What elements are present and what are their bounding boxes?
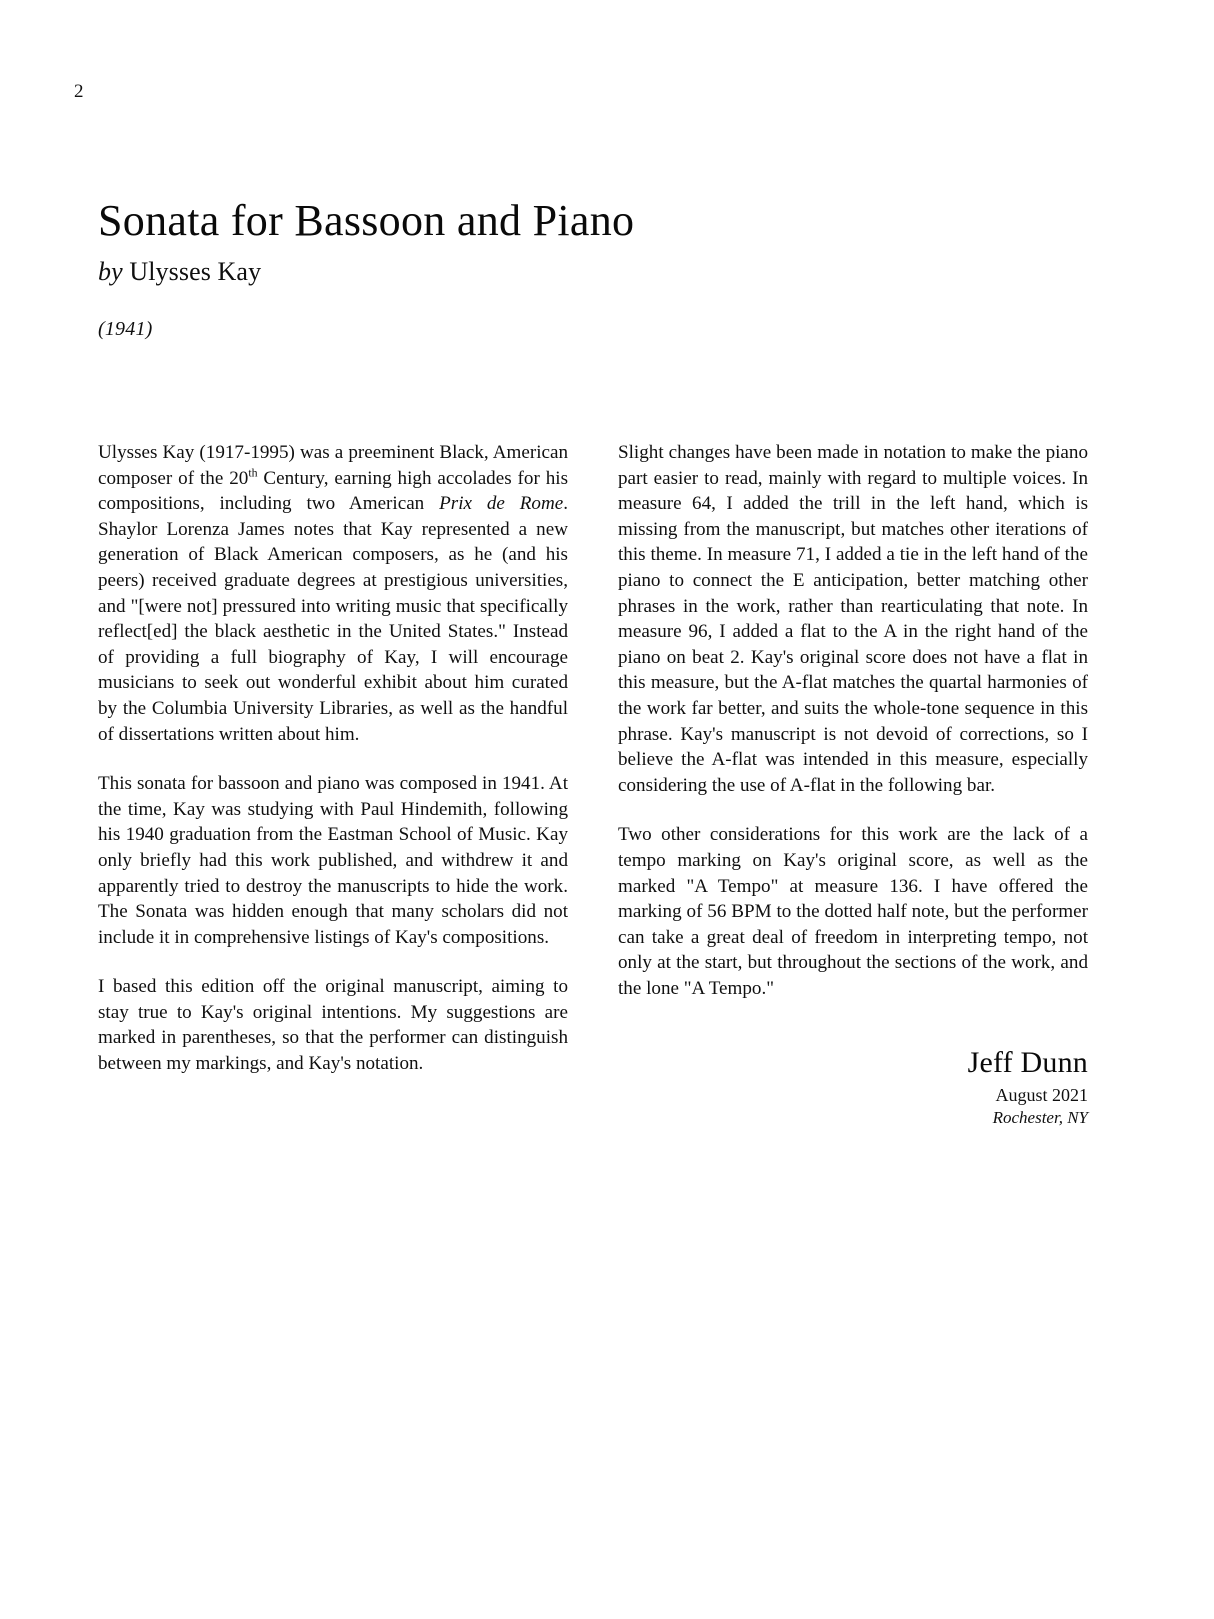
left-paragraph-1 — [98, 440, 568, 747]
signature-name: Jeff Dunn — [967, 1046, 1088, 1079]
right-paragraph-1: Slight changes have been made in notation to make the piano part easier to read, mainly with regard to multiple voices. In measure 64, I added the trill in the left hand, which is missing from the manuscript, but matches other iterations of this theme. In measure 71, I added a tie in the left hand of the piano to connect the E anticipation, better matching other phrases in the work, rather than rearticulating that note. In measure 96, I added a flat to the A in the right hand of the piano on beat 2. Kay's original score does not have a flat in this measure, but the A-flat matches the quartal harmonies of the work far better, and suits the whole-tone sequence in this phrase. Kay's manuscript is not devoid of corrections, so I believe the A-flat was intended in this measure, especially considering the use of A-flat in the following bar. — [618, 442, 1088, 796]
composer-name: Ulysses Kay — [129, 257, 262, 287]
signature-date: August 2021 — [995, 1084, 1088, 1105]
signature-block — [618, 1046, 1088, 1128]
left-p1-part-1: Ulysses Kay (1917-1995) was a preeminent Black, American composer of the 20 — [98, 442, 568, 489]
left-column — [98, 440, 568, 1077]
body-columns — [98, 440, 1088, 1077]
work-title-prix-de-rome: Prix de Rome — [439, 493, 564, 515]
left-paragraph-2: This sonata for bassoon and piano was composed in 1941. At the time, Kay was studying with Paul Hindemith, following his 1940 graduation from the Eastman School of Music. Kay only briefly had this work published, and withdrew it and apparently tried to destroy the manuscripts to hide the work. The Sonata was hidden enough that many scholars did not include it in comprehensive listings of Kay's compositions. — [98, 773, 568, 948]
ordinal-suffix: th — [248, 465, 258, 480]
byline-by-word: by — [98, 257, 123, 287]
signature-place: Rochester, NY — [992, 1107, 1088, 1127]
right-column — [618, 440, 1088, 1077]
left-p1-part-2: Century, earning high accolades for his compositions, including two American — [98, 467, 568, 515]
page-number: 2 — [74, 81, 84, 102]
left-paragraph-3: I based this edition off the original manuscript, aiming to stay true to Kay's original intentions. My suggestions are marked in parentheses, so that the performer can distinguish between my markings, and Kay's notation. — [98, 976, 568, 1075]
byline — [98, 256, 1098, 287]
composition-year: (1941) — [98, 318, 153, 341]
page-title: Sonata for Bassoon and Piano — [98, 196, 635, 245]
right-paragraph-2: Two other considerations for this work are the lack of a tempo marking on Kay's original score, as well as the marked "A Tempo" at measure 136. I have offered the marking of 56 BPM to the dotted half note, but the performer can take a great deal of freedom in interpreting tempo, not only at the start, but throughout the sections of the work, and the lone "A Tempo." — [618, 824, 1088, 999]
left-p1-part-3: . Shaylor Lorenza James notes that Kay represented a new generation of Black American composers, as he (and his peers) received graduate degrees at prestigious universities, and "[were not] pressured into writing music that specifically reflect[ed] the black aesthetic in the United States." Instead of providing a full biography of Kay, I will encourage musicians to seek out wonderful exhibit about him curated by the Columbia University Libraries, as well as the handful of dissertations written about him. — [98, 493, 568, 745]
title-block — [98, 196, 1098, 341]
